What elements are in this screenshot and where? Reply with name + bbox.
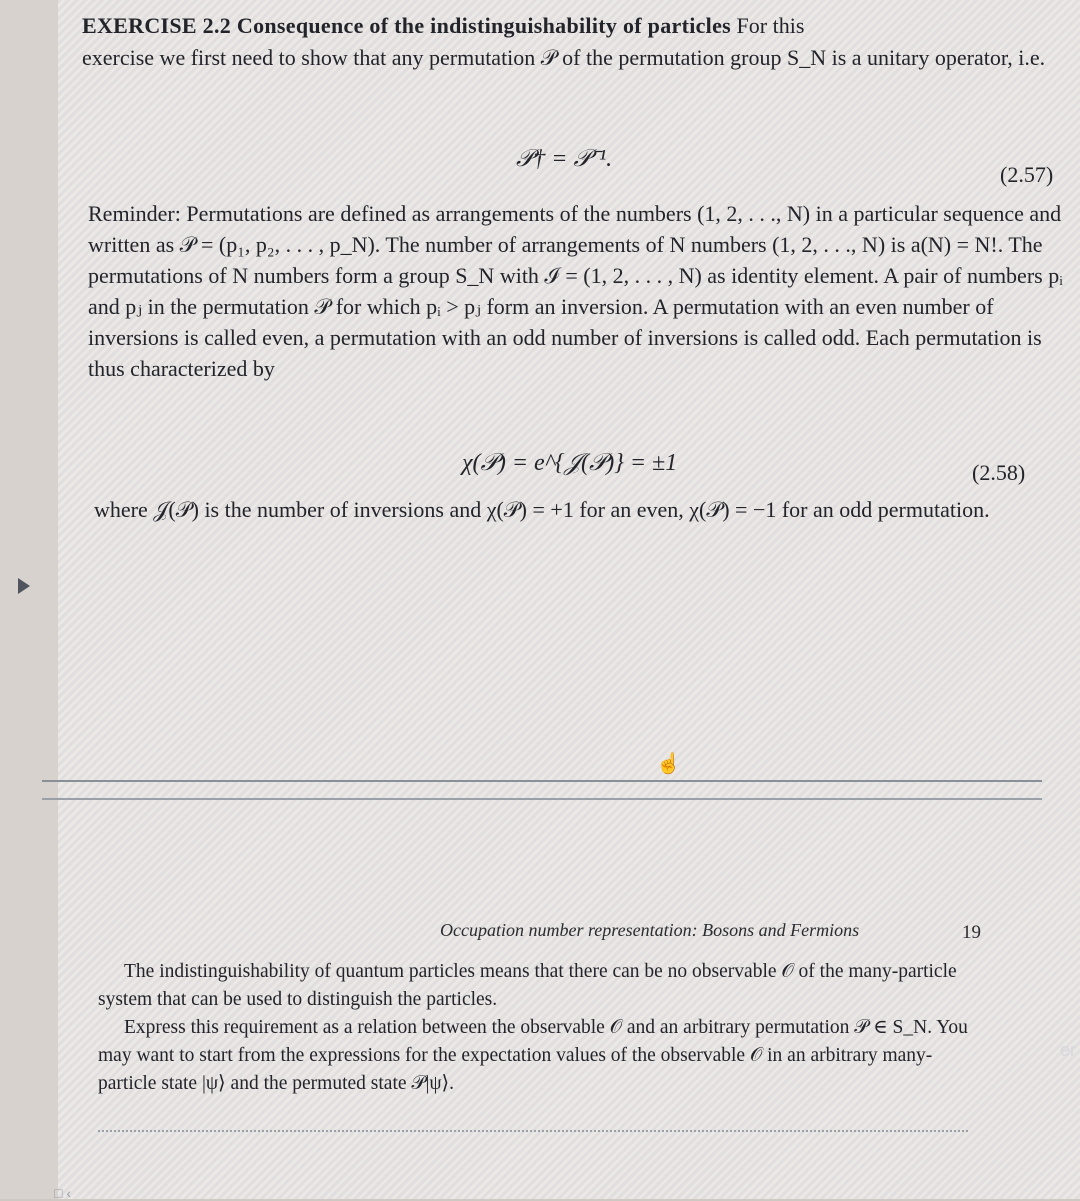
equation-2-57: 𝒫† = 𝒫⁻¹.: [516, 146, 613, 172]
right-edge-fragment: er: [1060, 1040, 1077, 1060]
running-header: Occupation number representation: Bosons and Fermions: [440, 920, 860, 940]
page-number: 19: [962, 922, 981, 943]
equation-2-58-number: (2.58): [972, 460, 1026, 485]
divider-line-secondary: [42, 798, 1042, 800]
hand-cursor-icon: ☝: [656, 751, 681, 775]
exercise-title-bold: EXERCISE 2.2 Consequence of the indistinguishability of particles: [82, 13, 732, 38]
reminder-paragraph: Reminder: Permutations are defined as arrangements of the numbers (1, 2, . . ., N) in a particular sequence and written as 𝒫 = (p₁, p₂, . . . , p_N). The number of arrangements of N numbers (1, 2, . . ., N) is a(N) = N!. The permutations of N numbers form a group S_N with ℐ = (1, 2, . . . , N) as identity element. A pair of numbers pᵢ and pⱼ in the permutation 𝒫 for which pᵢ > pⱼ form an inversion. A permutation with an even number of inversions is called even, a permutation with an odd number of inversions is called odd. Each permutation is thus characterized by: [88, 201, 1063, 381]
equation-2-58: χ(𝒫) = e^{𝒥(𝒫)} = ±1: [462, 450, 678, 476]
left-gutter: [0, 0, 58, 1199]
play-arrow-icon[interactable]: [18, 578, 30, 594]
dotted-rule: [98, 1130, 968, 1132]
book-paragraph-1: The indistinguishability of quantum particles means that there can be no observable 𝒪 of the many-particle system that can be used to distinguish the particles.: [98, 961, 957, 1010]
exercise-intro: exercise we first need to show that any permutation 𝒫 of the permutation group S_N is a unitary operator, i.e.: [82, 45, 1046, 70]
divider-line: [42, 780, 1042, 782]
exercise-title-tail: For this: [731, 13, 805, 38]
exercise-title: [82, 10, 1072, 41]
book-paragraph-2: Express this requirement as a relation between the observable 𝒪 and an arbitrary permutation 𝒫 ∈ S_N. You may want to start from the expressions for the expectation values of the observable 𝒪 in an arbitrary many-particle state |ψ⟩ and the permuted state 𝒫|ψ⟩.: [98, 1017, 968, 1094]
where-paragraph: where 𝒥(𝒫) is the number of inversions and χ(𝒫) = +1 for an even, χ(𝒫) = −1 for an odd permutation.: [94, 497, 990, 522]
corner-fragment: □ ‹: [54, 1185, 72, 1201]
equation-2-57-number: (2.57): [1000, 162, 1054, 187]
book-body: [98, 958, 988, 1098]
